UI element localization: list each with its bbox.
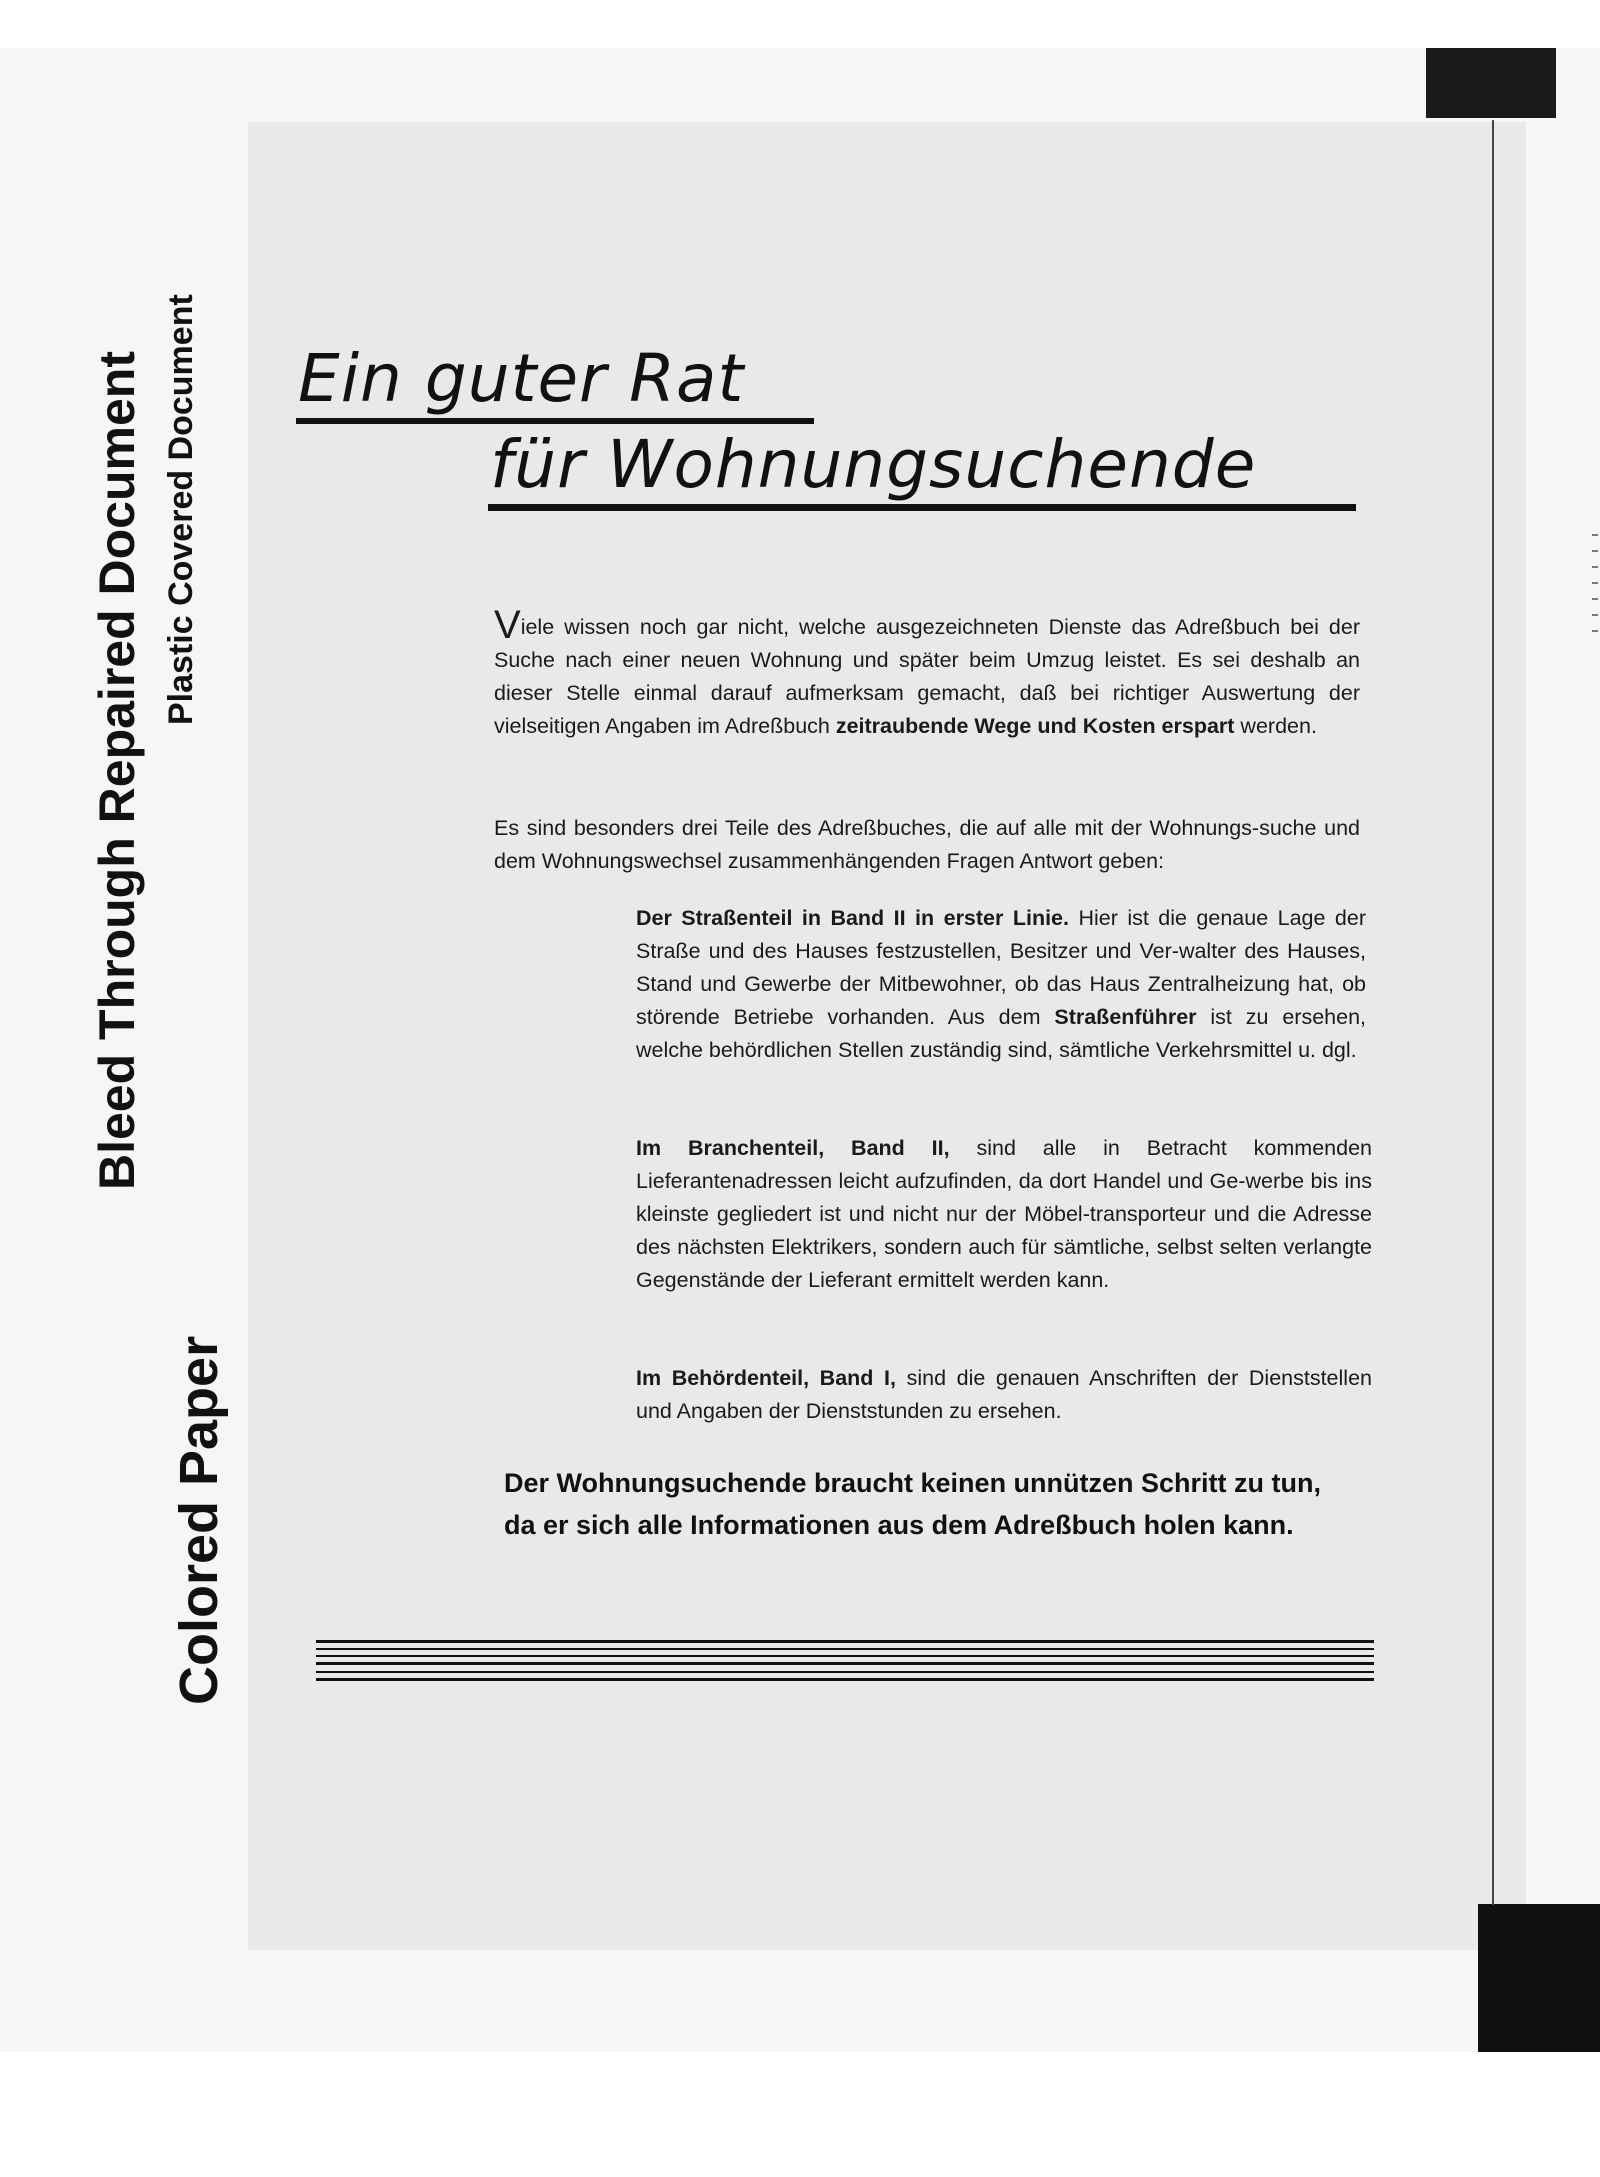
decorative-rule [316, 1640, 1374, 1643]
behoerdenteil-heading: Im Behördenteil, Band I, [636, 1366, 896, 1390]
scan-margin-bottom [0, 2052, 1600, 2177]
branchenteil-heading: Im Branchenteil, Band II, [636, 1136, 950, 1160]
black-corner-top [1426, 48, 1556, 118]
decorative-rule [316, 1671, 1374, 1673]
strassenteil-text-1: Hier ist die genaue Lage der Straße und des Hauses festzustellen, Besitzer und Ver-walter des Hauses, Stand und Gewerbe der Mitbewohner, ob das Haus Zentralheizung hat, ob störende Betriebe vorhanden. Aus dem [636, 906, 1366, 1029]
decorative-rule [316, 1655, 1374, 1657]
intro-paragraph [494, 603, 1360, 743]
decorative-rule [316, 1648, 1374, 1650]
closing-line-2: da er sich alle Informationen aus dem Adreßbuch holen kann. [504, 1510, 1294, 1540]
label-colored-paper: Colored Paper [169, 1335, 229, 1705]
branchenteil-text: sind alle in Betracht kommenden Lieferantenadressen leicht aufzufinden, da dort Handel und Ge-werbe bis ins kleinste gegliedert ist und nicht nur der Möbel-transporteur und die Adresse des nächsten Elektrikers, sondern auch für sämtliche, selbst selten verlangte Gegenstände der Lieferant ermittelt werden kann. [636, 1136, 1372, 1292]
title-line-1: Ein guter Rat [298, 340, 745, 417]
title-underline-2 [488, 504, 1356, 511]
label-plastic-covered: Plastic Covered Document [162, 294, 200, 725]
decorative-rule [316, 1678, 1374, 1681]
branchenteil-paragraph [636, 1132, 1372, 1297]
page-edge-line [1492, 120, 1494, 1905]
label-bleed-through: Bleed Through [89, 837, 145, 1190]
three-parts-paragraph: Es sind besonders drei Teile des Adreßbuches, die auf alle mit der Wohnungs-suche und dem Wohnungswechsel zusammenhängenden Fragen Antwort geben: [494, 816, 1360, 873]
strassenteil-paragraph [636, 902, 1366, 1067]
black-corner-bottom [1478, 1904, 1600, 2052]
label-repaired: Repaired Document [89, 351, 145, 824]
closing-statement [504, 1462, 1374, 1546]
strassenfuehrer-bold: Straßenführer [1054, 1005, 1197, 1029]
title-underline-1 [296, 418, 814, 424]
intro-bold: zeitraubende Wege und Kosten erspart [835, 714, 1235, 738]
scan-margin-top [0, 0, 1600, 48]
title-line-2: für Wohnungsuchende [490, 426, 1257, 503]
intro-text: iele wissen noch gar nicht, welche ausgezeichneten Dienste das Adreßbuch bei der Suche nach einer neuen Wohnung und später beim Umzug leistet. Es sei deshalb an dieser Stelle einmal darauf aufmerksam gemacht, daß bei richtiger Auswertung der vielseitigen Angaben im Adreßbuch [494, 615, 1360, 738]
behoerdenteil-text: sind die genauen Anschriften der Dienststellen und Angaben der Dienststunden zu ersehen. [636, 1366, 1372, 1423]
closing-line-1: Der Wohnungsuchende braucht keinen unnützen Schritt zu tun, [504, 1468, 1322, 1498]
intro-tail: werden. [1234, 714, 1317, 738]
behoerdenteil-paragraph [636, 1362, 1372, 1428]
drop-cap: V [494, 603, 521, 647]
label-bleed-through-repaired [88, 351, 146, 1190]
strassenteil-heading: Der Straßenteil in Band II in erster Linie. [636, 906, 1069, 930]
decorative-rule [316, 1662, 1374, 1665]
strassenteil-text-2: ist zu ersehen, welche behördlichen Stellen zuständig sind, sämtliche Verkehrsmittel u. dgl. [636, 1005, 1367, 1062]
bleed-through-marks [1590, 520, 1600, 760]
